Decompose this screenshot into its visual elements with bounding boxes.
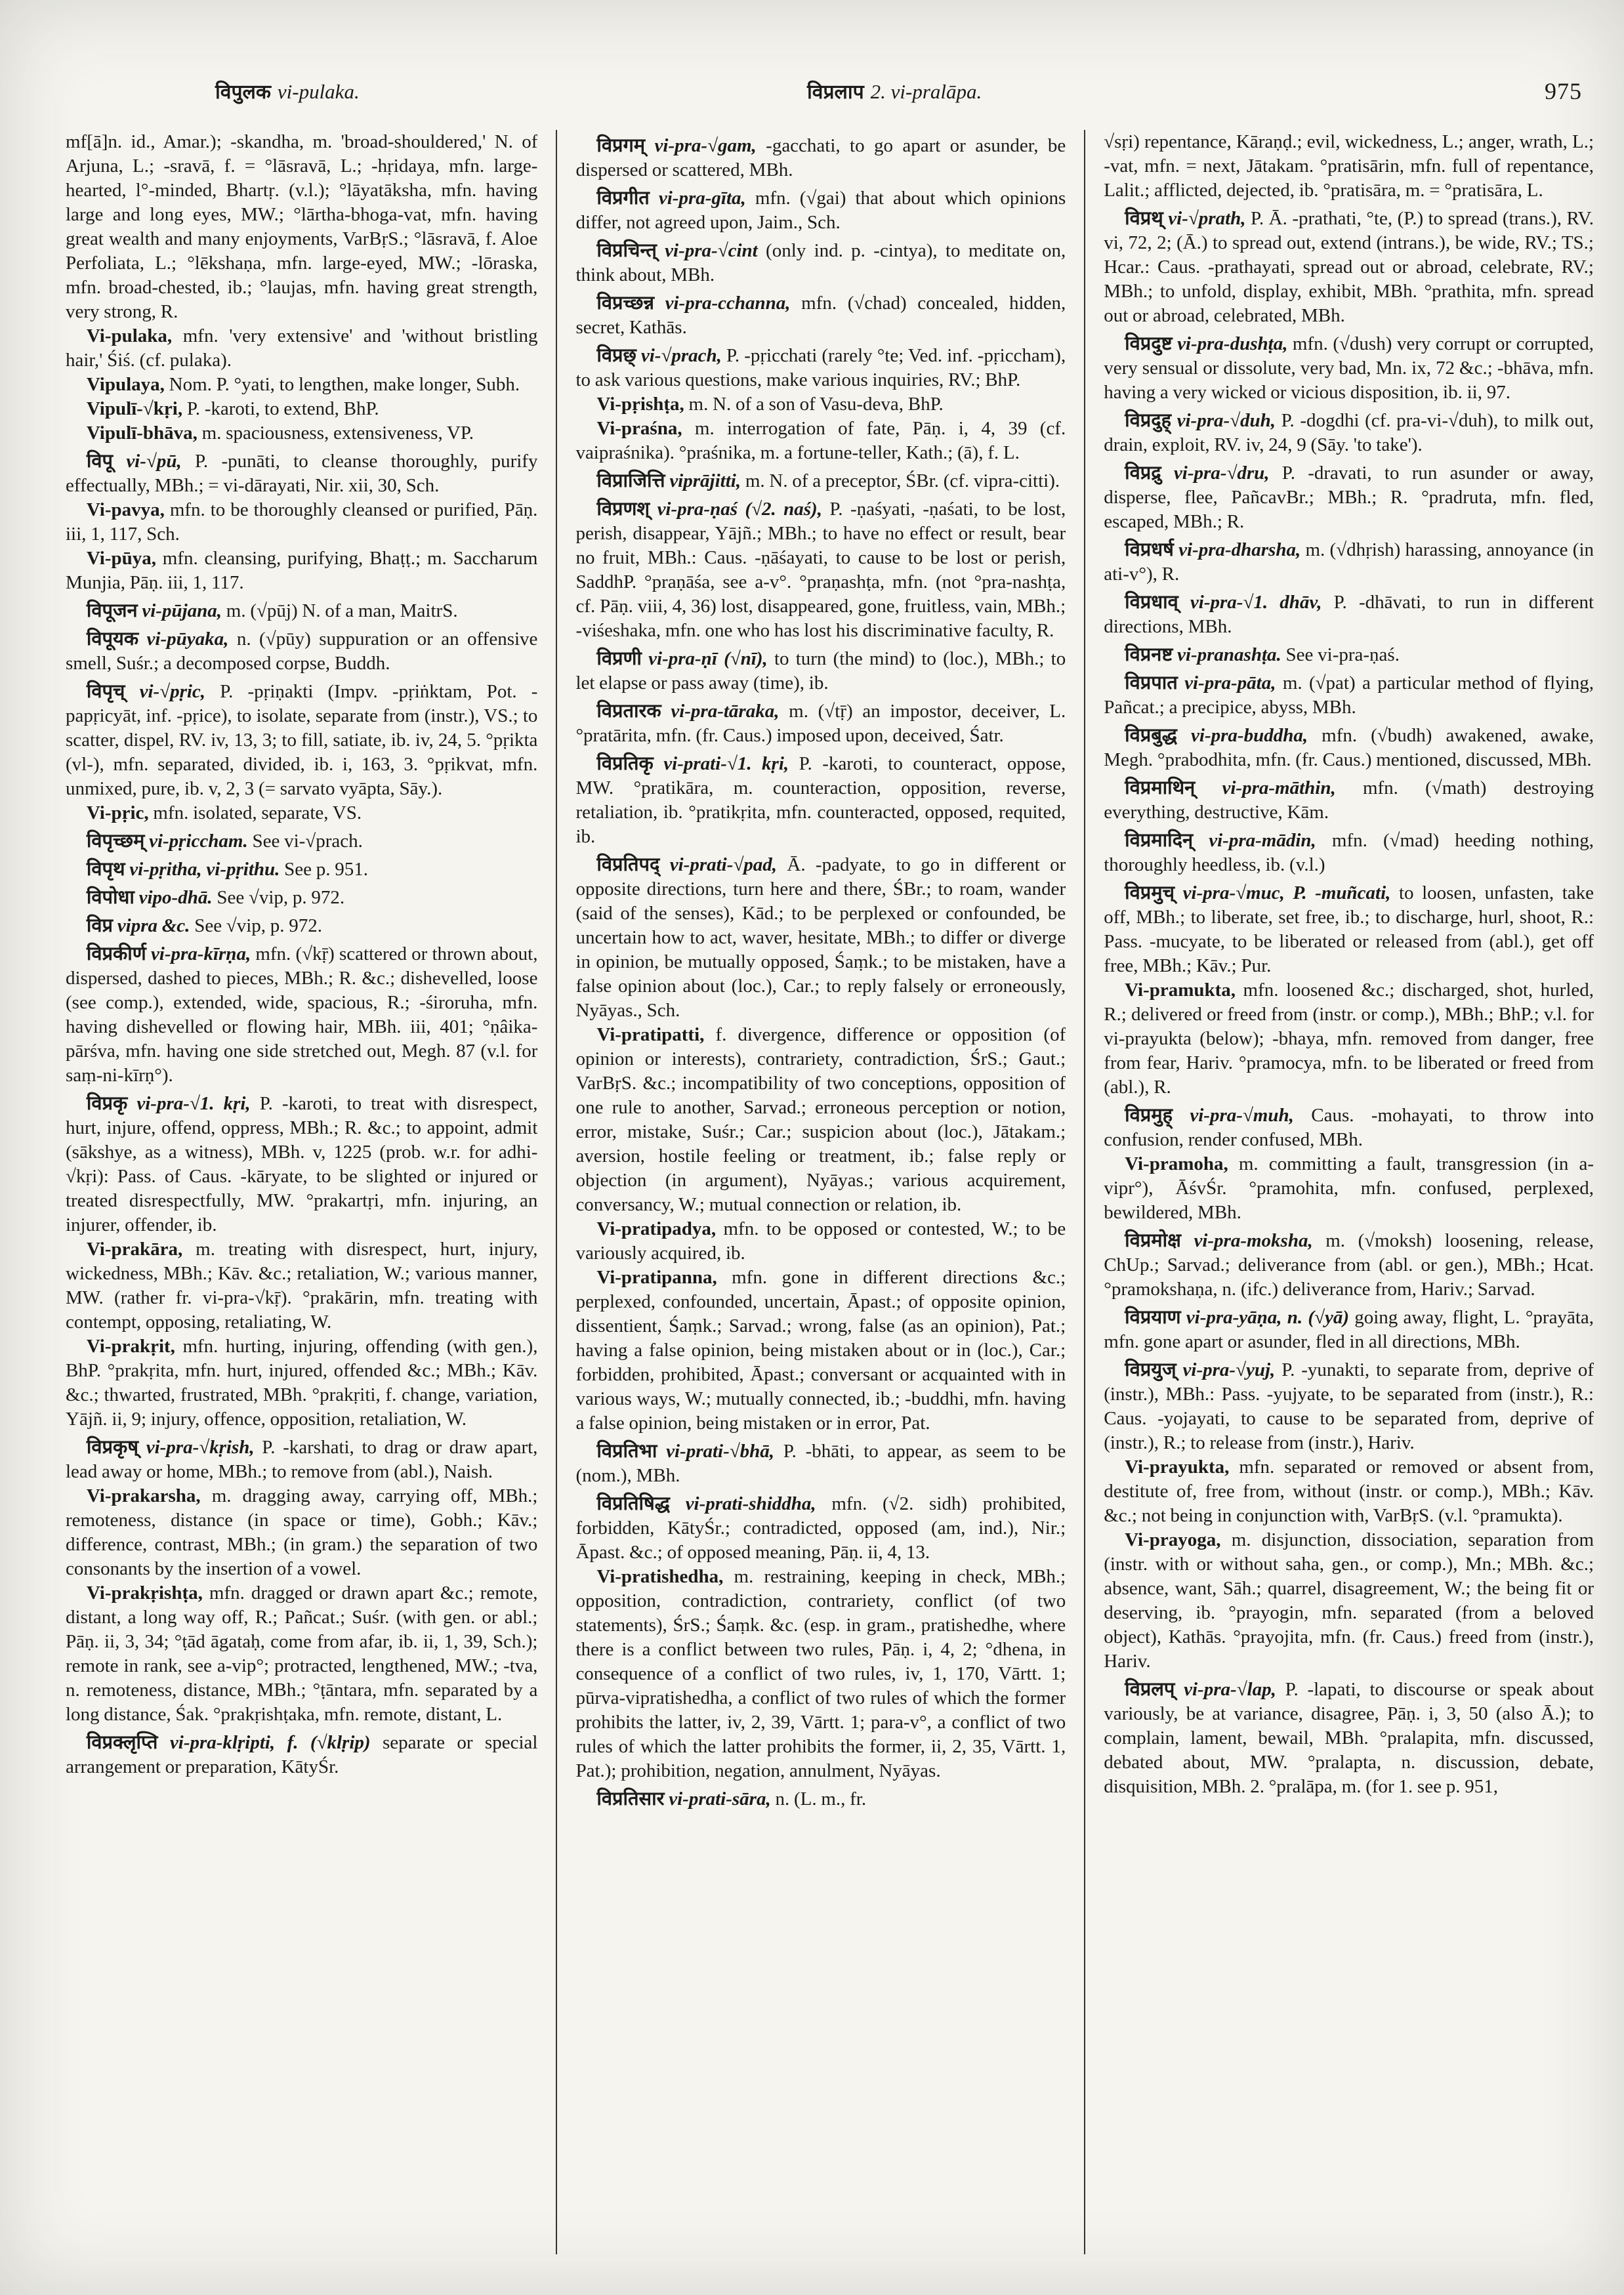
entry-definition-text: See √vip, p. 972. bbox=[217, 887, 345, 908]
dictionary-entry bbox=[575, 291, 1066, 340]
running-head bbox=[66, 77, 1594, 112]
text-columns bbox=[66, 130, 1594, 2254]
entry-definition-text: m. N. of a preceptor, ŚBr. (cf. vipra-citti). bbox=[745, 470, 1060, 491]
dictionary-entry bbox=[1104, 1228, 1594, 1302]
dictionary-entry bbox=[66, 679, 537, 801]
dictionary-entry bbox=[575, 1787, 1066, 1811]
entry-definition-text: P. -karoti, to extend, BhP. bbox=[186, 398, 379, 419]
entry-definition-text: See √vip, p. 972. bbox=[194, 915, 323, 936]
entry-definition-text: P. -dravati, to run asunder or away, disperse, flee, PañcavBr.; MBh.; R. °pradruta, mfn. fled, escaped, MBh.; R. bbox=[1104, 463, 1594, 532]
headword-transliteration: vi-pra-√1. dhāv, bbox=[1190, 592, 1322, 613]
entry-definition-text: mfn. (√budh) awakened, awake, Megh. °prabodhita, mfn. (fr. Caus.) mentioned, discussed, MBh. bbox=[1104, 725, 1594, 770]
entry-definition-text: m. N. of a son of Vasu-deva, BhP. bbox=[688, 394, 944, 415]
subentry-headword: Vi-prayukta, bbox=[1125, 1457, 1230, 1478]
dictionary-entry bbox=[66, 598, 537, 623]
headword-transliteration: vi-pūjana, bbox=[142, 600, 222, 621]
entry-definition-text: mfn. (√2. sidh) prohibited, forbidden, KātyŚr.; contradicted, opposed (am, ind.), Nir.; Āpast. &c.; of opposed meaning, Pāṇ. ii, 4, 13. bbox=[575, 1493, 1066, 1563]
dictionary-entry bbox=[66, 1730, 537, 1779]
column-1 bbox=[66, 130, 537, 2254]
headword-transliteration: vi-pra-kīrṇa, bbox=[150, 943, 251, 964]
dictionary-entry bbox=[1104, 723, 1594, 772]
entry-definition-text: m. committing a fault, transgression (in a-vipr°), ĀśvŚr. °pramohita, mfn. confused, perplexed, bewildered, MBh. bbox=[1104, 1153, 1594, 1223]
subentry-headword: Vi-prakṛishṭa, bbox=[86, 1582, 203, 1603]
dictionary-entry bbox=[1104, 206, 1594, 328]
headword-devanagari-text: विप्रकृष् bbox=[86, 1436, 139, 1458]
dictionary-entry bbox=[575, 392, 1066, 417]
dictionary-entry bbox=[1104, 1103, 1594, 1152]
headword-devanagari-text: विप्र bbox=[86, 914, 114, 936]
headword-devanagari-text: विप्रयुज् bbox=[1125, 1358, 1176, 1380]
headword-transliteration: vi-pra-gīta, bbox=[658, 188, 746, 209]
dictionary-entry bbox=[575, 497, 1066, 643]
subentry-headword: Vi-pulaka, bbox=[86, 325, 173, 346]
entry-definition-text: m. restraining, keeping in check, MBh.; opposition, contradiction, contrariety, conflict (of two statements), ŚrS.; Śaṃk. &c. (esp. in gram., pratishedhe, where there is a conflict between two rules, Pāṇ. i, 4, 2; °dhena, in consequence of a conflict of two rules, iv, 1, 170, Vārtt. 1; pūrva-vipratishedha, a conflict of two rules of which the former prohibits the latter, iv, 2, 39, Vārtt. 1; para-v°, a conflict of two rules of which the latter prohibits the former, ii, 2, 35, Vārtt. 1, Pat.); prohibition, negation, annulment, Nyāyas. bbox=[575, 1566, 1066, 1781]
entry-definition-text: P. Ā. -prathati, °te, (P.) to spread (trans.), RV. vi, 72, 2; (Ā.) to spread out, extend (intrans.), be wide, RV.; TS.; Hcar.: Caus. -prathayati, spread out or abroad, celebrate, RV.; MBh.; to unfold, display, exhibit, MBh. °prathita, mfn. spread out or abroad, celebrated, MBh. bbox=[1104, 208, 1594, 326]
headword-transliteration: vi-prati-sāra, bbox=[669, 1788, 771, 1809]
page-number: 975 bbox=[1545, 78, 1582, 104]
headword-devanagari-text: विप्रमाथिन् bbox=[1125, 776, 1196, 798]
dictionary-entry bbox=[66, 324, 537, 373]
entry-definition-text: (only ind. p. -cintya), to meditate on, think about, MBh. bbox=[575, 240, 1066, 285]
entry-definition-text: m. (√dhṛish) harassing, annoyance (in ati-v°), R. bbox=[1104, 539, 1594, 585]
dictionary-entry bbox=[1104, 331, 1594, 405]
headword-devanagari-text: विप्रमोक्ष bbox=[1125, 1229, 1181, 1251]
headword-devanagari-text: विप्रतिभा bbox=[596, 1439, 657, 1462]
headword-transliteration: vi-prati-√bhā, bbox=[666, 1441, 775, 1462]
entry-definition-text: m. disjunction, dissociation, separation from (instr. with or without saha, gen., or comp.), Mn.; MBh. &c.; absence, want, Sāh.; quarrel, disagreement, W.; the being fit or deserving, ib. °prayogin, mfn. separated (from a beloved object), Kathās. °prayojita, mfn. (fr. Caus.) freed from (instr.), Hariv. bbox=[1104, 1529, 1594, 1672]
headword-devanagari-text: विप्रणश् bbox=[596, 497, 650, 520]
headword-transliteration: vi-pra-moksha, bbox=[1194, 1230, 1313, 1251]
headword-devanagari-text: विप्रयाण bbox=[1125, 1306, 1181, 1328]
dictionary-entry bbox=[66, 498, 537, 547]
headword-transliteration: vi-pra-√dru, bbox=[1173, 463, 1270, 484]
dictionary-entry bbox=[1104, 775, 1594, 825]
entry-definition-text: going away, flight, L. °prayāta, mfn. gone apart or asunder, fled in all directions, MBh. bbox=[1104, 1307, 1594, 1352]
headword-devanagari-text: विप्राजित्ति bbox=[596, 469, 665, 491]
entry-definition-text: P. -ṇaśyati, -ṇaśati, to be lost, perish, disappear, Yājñ.; MBh.; to have no effect or result, bear no fruit, MBh.: Caus. -ṇāśayati, to cause to be lost or perish, SaddhP. °praṇāśa, see a-v°. °praṇashṭa, mfn. (not °pra-nashṭa, cf. Pāṇ. viii, 4, 36) lost, disappeared, gone, fruitless, vain, MBh.; -viśeshaka, mfn. one who has lost his discriminative faculty, R. bbox=[575, 499, 1066, 641]
headword-transliteration: vi-pra-dharsha, bbox=[1178, 539, 1301, 560]
dictionary-entry bbox=[66, 449, 537, 498]
dictionary-entry bbox=[575, 468, 1066, 493]
entry-definition-text: f. divergence, difference or opposition (of opinion or interests), contrariety, contradiction, ŚrS.; Gaut.; VarBṛS. &c.; incompatibility of two conceptions, opposition of one rule to another, Sarvad.; erroneous perception or notion, error, mistake, Suśr.; Car.; suspicion about (loc.), Jātakam.; aversion, hostile feeling or treatment, ib.; false reply or objection (in argument), Nyāyas.; various acquirement, conversancy, W.; mutual connection or relation, ib. bbox=[575, 1024, 1066, 1215]
headword-transliteration: vi-√pṛic, bbox=[139, 681, 206, 702]
entry-definition-text: P. -dogdhi (cf. pra-vi-√duh), to milk out, drain, exploit, RV. iv, 24, 9 (Sāy. 'to take'). bbox=[1104, 410, 1594, 455]
dictionary-entry bbox=[575, 751, 1066, 849]
dictionary-entry bbox=[66, 829, 537, 854]
entry-definition-text: mfn. (√chad) concealed, hidden, secret, Kathās. bbox=[575, 293, 1066, 338]
entry-definition-text: P. -karshati, to drag or draw apart, lead away or home, MBh.; to remove from (abl.), Naish. bbox=[66, 1437, 538, 1482]
entry-definition-text: √sṛi) repentance, Kāraṇḍ.; evil, wickedness, L.; anger, wrath, L.; -vat, mfn. = next, Jātakam. °pratisārin, mfn. full of repentance, Lalit.; afflicted, dejected, ib. °pratisāra, m. = °pratisāra, L. bbox=[1104, 131, 1594, 201]
dictionary-entry bbox=[1104, 1677, 1594, 1799]
headword-devanagari-text: विप्रतिषिद्ध bbox=[596, 1492, 670, 1514]
entry-definition-text: m. (√pūj) N. of a man, MaitrS. bbox=[226, 600, 458, 621]
dictionary-entry bbox=[575, 699, 1066, 748]
entry-definition-text: n. (√pūy) suppuration or an offensive smell, Suśr.; a decomposed corpse, Buddh. bbox=[66, 629, 538, 674]
dictionary-entry bbox=[575, 343, 1066, 392]
headword-transliteration: vi-pra-√muc, P. -muñcati, bbox=[1182, 882, 1391, 903]
dictionary-entry bbox=[66, 130, 537, 324]
headword-transliteration: vi-pra-√cint bbox=[665, 240, 758, 261]
dictionary-entry bbox=[1104, 408, 1594, 457]
dictionary-entry bbox=[66, 1435, 537, 1484]
headword-devanagari-text: विपोधा bbox=[86, 886, 135, 908]
headword-transliteration: vi-prati-√pad, bbox=[669, 854, 778, 875]
entry-definition-text: m. (√pat) a particular method of flying, Pañcat.; a precipice, abyss, MBh. bbox=[1104, 672, 1594, 718]
dictionary-entry bbox=[66, 397, 537, 421]
entry-definition-text: See vi-√prach. bbox=[252, 831, 363, 852]
dictionary-entry bbox=[575, 1439, 1066, 1488]
dictionary-entry bbox=[66, 547, 537, 595]
entry-definition-text: Nom. P. °yati, to lengthen, make longer, Subh. bbox=[169, 374, 520, 395]
headword-devanagari-text: विपूयक bbox=[86, 627, 139, 650]
dictionary-entry bbox=[575, 852, 1066, 1023]
dictionary-entry bbox=[66, 913, 537, 938]
headword-devanagari-text: विप्रमुच् bbox=[1125, 881, 1175, 903]
entry-definition-text: mfn. (√gai) that about which opinions differ, not agreed upon, Jaim., Sch. bbox=[575, 188, 1066, 233]
dictionary-entry bbox=[66, 1484, 537, 1581]
subentry-headword: Vi-pratishedha, bbox=[596, 1566, 724, 1587]
headword-transliteration: vi-pra-√yuj, bbox=[1182, 1359, 1276, 1380]
entry-definition-text: mfn. to be thoroughly cleansed or purified, Pāṇ. iii, 1, 117, Sch. bbox=[66, 499, 538, 545]
headword-devanagari-text: विप्रणी bbox=[596, 647, 642, 669]
entry-definition-text: mfn. (√kṝ) scattered or thrown about, dispersed, dashed to pieces, MBh.; R. &c.; dishevelled, loose (see comp.), extended, wide, spacious, R.; -śiroruha, mfn. having dishevelled or flowing hair, MBh. iii, 401; °ṇâika-pārśva, mfn. having one side stretched out, Megh. 87 (v.l. for saṃ-ni-kīrṇ°). bbox=[66, 943, 538, 1086]
headword-transliteration: vi-√pū, bbox=[126, 451, 182, 472]
entry-definition-text: P. -pṛicchati (rarely °te; Ved. inf. -pṛiccham), to ask various questions, make various inquiries, RV.; BhP. bbox=[575, 345, 1066, 390]
dictionary-entry bbox=[66, 627, 537, 676]
entry-definition-text: P. -dhāvati, to run in different directions, MBh. bbox=[1104, 592, 1594, 637]
dictionary-entry bbox=[66, 421, 537, 445]
dictionary-entry bbox=[66, 885, 537, 910]
headword-transliteration: vipo-dhā. bbox=[138, 887, 213, 908]
headword-transliteration: vi-pra-ṇaś (√2. naś), bbox=[657, 499, 822, 520]
dictionary-entry bbox=[1104, 1455, 1594, 1528]
dictionary-entry bbox=[66, 941, 537, 1088]
headword-transliteration: vi-pra-māthin, bbox=[1222, 777, 1336, 798]
dictionary-entry bbox=[1104, 671, 1594, 720]
headword-devanagari-text: विप्रदुह् bbox=[1125, 409, 1172, 431]
entry-definition-text: P. -lapati, to discourse or speak about variously, be at variance, disagree, Pāṇ. i, 3, 50 (also Ā.); to complain, lament, bewail, MBh. °pralapita, mfn. discussed, debated about, MW. °pralapta, n. discussion, debate, disquisition, MBh. 2. °pralāpa, m. (for 1. see p. 951, bbox=[1104, 1679, 1594, 1797]
subentry-headword: Vi-pratipadya, bbox=[596, 1218, 717, 1239]
dictionary-entry bbox=[1104, 1152, 1594, 1225]
entry-definition-text: mfn. (√math) destroying everything, destructive, Kām. bbox=[1104, 777, 1594, 823]
subentry-headword: Vi-pratipatti, bbox=[596, 1024, 705, 1045]
entry-definition-text: to turn (the mind) to (loc.), MBh.; to let elapse or pass away (time), ib. bbox=[575, 648, 1066, 693]
entry-definition-text: P. -karoti, to treat with disrespect, hurt, injure, offend, oppress, MBh.; R. &c.; to appoint, admit (sākshye, as a witness), MBh. v, 1225 (prob. w.r. for adhi-√kṛi): Pass. of Caus. -kāryate, to be slighted or injured or treated disrespectfully, MW. °prakartṛi, mfn. injuring, an injurer, offender, ib. bbox=[66, 1093, 538, 1235]
subentry-headword: Vi-pṛic, bbox=[86, 802, 149, 823]
dictionary-entry bbox=[1104, 1305, 1594, 1354]
headword-devanagari-text: विप्रबुद्ध bbox=[1125, 724, 1177, 746]
dictionary-entry bbox=[575, 1565, 1066, 1783]
entry-definition-text: Ā. -padyate, to go in different or opposite directions, turn here and there, ŚBr.; to roam, wander (said of the senses), Kād.; to be perplexed or confounded, be uncertain how to act, waver, hesitate, MBh.; to differ or diverge in opinion, be mutually opposed, Śaṃk.; to be mistaken, have a false opinion about (loc.), Car.; to reply falsely or erroneously, Nyāyas., Sch. bbox=[575, 854, 1066, 1021]
headword-devanagari-text: विप्रगम् bbox=[596, 134, 646, 156]
headword-transliteration: vi-pūyaka, bbox=[146, 629, 229, 650]
headword-transliteration: vi-pra-klṛipti, f. (√klṛip) bbox=[169, 1732, 371, 1753]
headword-devanagari-text: विप्रगीत bbox=[596, 186, 650, 209]
headword-transliteration: vi-pra-√kṛish, bbox=[146, 1437, 255, 1458]
headword-devanagari-text: विप्रक्लृप्ति bbox=[86, 1731, 158, 1753]
dictionary-entry bbox=[1104, 1528, 1594, 1674]
headword-devanagari-text: विपूजन bbox=[86, 599, 138, 621]
dictionary-entry bbox=[575, 1023, 1066, 1217]
dictionary-entry bbox=[575, 1491, 1066, 1565]
entry-definition-text: separate or special arrangement or preparation, KātyŚr. bbox=[66, 1732, 538, 1777]
entry-definition-text: -gacchati, to go apart or asunder, be dispersed or scattered, MBh. bbox=[575, 135, 1066, 180]
entry-definition-text: P. -yunakti, to separate from, deprive of (instr.), MBh.: Pass. -yujyate, to be separated from (instr.), R.: Caus. -yojayati, to cause to be separated from, deprive of (instr.), R.; to release from (instr.), Hariv. bbox=[1104, 1359, 1594, 1453]
dictionary-entry bbox=[1104, 537, 1594, 587]
headword-devanagari-text: विप्रदुष्ट bbox=[1125, 332, 1173, 354]
dictionary-entry bbox=[1104, 461, 1594, 534]
headword-devanagari-text: विप्रद्रु bbox=[1125, 461, 1161, 484]
entry-definition-text: P. -pṛiṇakti (Impv. -pṛiṅktam, Pot. -papṛicyāt, inf. -pṛice), to isolate, separate from (instr.), VS.; to scatter, dispel, RV. iv, 13, 3; to fill, satiate, ib. iv, 24, 5. °pṛikta (vl-), mfn. separated, divided, ib. i, 163, 3. °pṛikvat, mfn. unmixed, pure, ib. v, 2, 3 (= sarvato vyāpta, Sāy.). bbox=[66, 681, 538, 799]
headword-transliteration: vi-pra-√lap, bbox=[1184, 1679, 1276, 1700]
entry-definition-text: mfn. (√mad) heeding nothing, thoroughly heedless, ib. (v.l.) bbox=[1104, 830, 1594, 875]
dictionary-entry bbox=[66, 373, 537, 397]
headword-transliteration: vi-prati-√1. kṛi, bbox=[663, 753, 789, 774]
running-head-center-devanagari: विप्रलाप bbox=[807, 81, 864, 104]
subentry-headword: Vi-prayoga, bbox=[1125, 1529, 1221, 1550]
dictionary-entry bbox=[575, 186, 1066, 235]
headword-transliteration: vi-prati-shiddha, bbox=[685, 1493, 816, 1514]
entry-definition-text: mfn. (√dush) very corrupt or corrupted, very sensual or dissolute, very bad, Mn. ix, 72 &c.; -bhāva, mfn. having a very wicked or vicious disposition, ib. ii, 97. bbox=[1104, 333, 1594, 403]
headword-devanagari-text: विप्रकीर्ण bbox=[86, 942, 146, 964]
headword-devanagari-text: विप्रकृ bbox=[86, 1092, 128, 1114]
dictionary-entry bbox=[1104, 880, 1594, 978]
entry-definition-text: P. -karoti, to counteract, oppose, MW. °pratikāra, m. counteraction, opposition, reverse, retaliation, ib. °pratikṛita, mfn. counteracted, opposed, requited, ib. bbox=[575, 753, 1066, 847]
headword-transliteration: vi-pra-√1. kṛi, bbox=[136, 1093, 251, 1114]
headword-transliteration: vi-pra-√muh, bbox=[1190, 1105, 1294, 1126]
entry-definition-text: m. (√tṝ) an impostor, deceiver, L. °pratārita, mfn. (fr. Caus.) imposed upon, deceived, Śatr. bbox=[575, 701, 1066, 746]
dictionary-entry bbox=[1104, 642, 1594, 667]
headword-devanagari-text: विप्रतिपद् bbox=[596, 853, 660, 875]
headword-transliteration: vi-pṛiccham. bbox=[149, 831, 248, 852]
headword-devanagari-text: विप्रतिकृ bbox=[596, 752, 654, 774]
entry-definition-text: mfn. to be opposed or contested, W.; to be variously acquired, ib. bbox=[575, 1218, 1066, 1264]
dictionary-entry bbox=[575, 1217, 1066, 1266]
headword-devanagari-text: विप्रमुह् bbox=[1125, 1104, 1173, 1126]
entry-definition-text: mf[ā]n. id., Amar.); -skandha, m. 'broad-shouldered,' N. of Arjuna, L.; -sravā, f. = °lāsravā, L.; -hṛidaya, mfn. large-hearted, l°-minded, Bhartṛ. (v.l.); °lāyatāksha, mfn. having large and long eyes, MW.; °lārtha-bhoga-vat, mfn. having great wealth and many enjoyments, VarBṛS.; °lāsravā, f. Aloe Perfoliata, L.; °lēkshaṇa, mfn. large-eyed, MW.; -lōraska, mfn. broad-chested, ib.; °laujas, mfn. having great strength, very strong, R. bbox=[66, 131, 538, 322]
entry-definition-text: See vi-pra-ṇaś. bbox=[1285, 644, 1400, 665]
headword-transliteration: viprājitti, bbox=[669, 470, 741, 491]
headword-devanagari-text: विप्रथ् bbox=[1125, 207, 1163, 229]
entry-definition-text: mfn. loosened &c.; discharged, shot, hurled, R.; delivered or freed from (instr. or comp.), MBh.; BhP.; v.l. for vi-prayukta (below); -bhaya, mfn. removed from danger, free from fear, Hariv. °pramocya, mfn. to be liberated or freed from (abl.), R. bbox=[1104, 980, 1594, 1098]
entry-definition-text: m. interrogation of fate, Pāṇ. i, 4, 39 (cf. vaipraśnika). °praśnika, m. a fortune-teller, Kath.; (ā), f. L. bbox=[575, 418, 1066, 463]
headword-devanagari-text: विप्रधर्ष bbox=[1125, 538, 1174, 560]
subentry-headword: Vi-prakṛit, bbox=[86, 1336, 175, 1357]
dictionary-entry bbox=[66, 857, 537, 882]
headword-devanagari-text: विपृथ bbox=[86, 858, 125, 880]
running-head-left bbox=[215, 77, 360, 104]
entry-definition-text: mfn. hurting, injuring, offending (with gen.), BhP. °prakṛita, mfn. hurt, injured, offended &c.; MBh.; Kāv. &c.; thwarted, frustrated, MBh. °prakṛiti, f. change, variation, Yājñ. ii, 9; injury, offence, opposition, retaliation, W. bbox=[66, 1336, 538, 1430]
headword-transliteration: vi-pra-pāta, bbox=[1184, 672, 1276, 693]
headword-devanagari-text: विप्रच्छन्न bbox=[596, 291, 654, 314]
entry-definition-text: n. (L. m., fr. bbox=[775, 1788, 867, 1809]
subentry-headword: Vipulaya, bbox=[86, 374, 165, 395]
headword-transliteration: vi-pra-dushṭa, bbox=[1177, 333, 1288, 354]
column-2 bbox=[556, 130, 1066, 2254]
headword-devanagari-text: विपू bbox=[86, 449, 113, 472]
headword-transliteration: vi-pra-buddha, bbox=[1191, 725, 1308, 746]
headword-transliteration: vi-pra-√gam, bbox=[654, 135, 757, 156]
headword-devanagari-text: विप्रछ् bbox=[596, 344, 636, 366]
headword-transliteration: vi-pra-ṇī (√nī), bbox=[648, 648, 768, 669]
headword-transliteration: vi-pra-tāraka, bbox=[671, 701, 780, 722]
entry-definition-text: mfn. 'very extensive' and 'without bristling hair,' Śiś. (cf. pulaka). bbox=[66, 325, 538, 371]
entry-definition-text: m. (√moksh) loosening, release, ChUp.; Sarvad.; deliverance from (abl. or gen.), MBh.; Hcat. °pramokshaṇa, n. (ifc.) deliverance from, Hariv.; Sarvad. bbox=[1104, 1230, 1594, 1300]
headword-transliteration: vi-pra-cchanna, bbox=[665, 293, 791, 314]
headword-devanagari-text: विप्रमादिन् bbox=[1125, 829, 1194, 851]
dictionary-entry bbox=[1104, 130, 1594, 203]
dictionary-entry bbox=[66, 1334, 537, 1432]
headword-devanagari-text: विप्रलप् bbox=[1125, 1678, 1175, 1700]
column-3 bbox=[1084, 130, 1594, 2254]
dictionary-entry bbox=[66, 1237, 537, 1334]
dictionary-entry bbox=[575, 646, 1066, 695]
subentry-headword: Vipulī-√kṛi, bbox=[86, 398, 183, 419]
subentry-headword: Vi-pavya, bbox=[86, 499, 165, 520]
dictionary-entry bbox=[1104, 978, 1594, 1100]
subentry-headword: Vi-pramoha, bbox=[1125, 1153, 1228, 1174]
entry-definition-text: Caus. -mohayati, to throw into confusion, render confused, MBh. bbox=[1104, 1105, 1594, 1150]
subentry-headword: Vi-prakāra, bbox=[86, 1239, 183, 1260]
headword-transliteration: vi-√prath, bbox=[1168, 208, 1246, 229]
headword-devanagari-text: विपृच्छम् bbox=[86, 829, 145, 852]
entry-definition-text: m. spaciousness, extensiveness, VP. bbox=[201, 423, 474, 444]
subentry-headword: Vi-pratipanna, bbox=[596, 1267, 717, 1288]
subentry-headword: Vi-pramukta, bbox=[1125, 980, 1236, 1001]
headword-transliteration: vi-pra-yāṇa, n. (√yā) bbox=[1186, 1307, 1350, 1328]
entry-definition-text: to loosen, unfasten, take off, MBh.; to liberate, set free, ib.; to discharge, hurl, shoot, R.: Pass. -mucyate, to be liberated or released from (abl.), get off free, MBh.; Kāv.; Pur. bbox=[1104, 882, 1594, 976]
entry-definition-text: m. dragging away, carrying off, MBh.; remoteness, distance (in space or time), Gobh.; Kāv.; difference, contrast, MBh.; (in gram.) the separation of two consonants by the insertion of a vowel. bbox=[66, 1485, 538, 1579]
headword-devanagari-text: विपृच् bbox=[86, 680, 125, 702]
headword-devanagari-text: विप्रधाव् bbox=[1125, 590, 1178, 613]
entry-definition-text: See p. 951. bbox=[284, 859, 369, 880]
dictionary-entry bbox=[1104, 1357, 1594, 1455]
headword-devanagari-text: विप्रचिन्त् bbox=[596, 239, 657, 261]
headword-transliteration: vi-pra-√duh, bbox=[1176, 410, 1276, 431]
running-head-center bbox=[807, 77, 982, 104]
entry-definition-text: mfn. gone in different directions &c.; perplexed, confounded, uncertain, Āpast.; of opposite opinion, dissentient, Śaṃk.; Sarvad.; wrong, false (as an opinion), Pat.; having a false opinion, being mistaken about or in (loc.), Car.; forbidden, prohibited, Āpast.; conversant or acquainted with in various ways, W.; mutually connected, ib.; -buddhi, mfn. having a false opinion, being mistaken or in error, Pat. bbox=[575, 1267, 1066, 1434]
dictionary-entry bbox=[66, 801, 537, 825]
subentry-headword: Vi-prakarsha, bbox=[86, 1485, 201, 1506]
headword-devanagari-text: विप्रनष्ट bbox=[1125, 643, 1173, 665]
subentry-headword: Vi-pṛishṭa, bbox=[596, 394, 684, 415]
subentry-headword: Vi-praśna, bbox=[596, 418, 682, 439]
headword-devanagari-text: विप्रतारक bbox=[596, 699, 661, 722]
subentry-headword: Vi-pūya, bbox=[86, 548, 156, 569]
headword-transliteration: vi-pra-mādin, bbox=[1209, 830, 1316, 851]
headword-transliteration: vi-√prach, bbox=[640, 345, 722, 366]
headword-transliteration: vi-pranashṭa. bbox=[1177, 644, 1281, 665]
entry-definition-text: mfn. isolated, separate, VS. bbox=[153, 802, 362, 823]
entry-definition-text: mfn. cleansing, purifying, Bhaṭṭ.; m. Saccharum Munjia, Pāṇ. iii, 1, 117. bbox=[66, 548, 538, 593]
dictionary-entry bbox=[1104, 828, 1594, 877]
dictionary-entry bbox=[575, 238, 1066, 287]
headword-transliteration: vipra &c. bbox=[117, 915, 190, 936]
subentry-headword: Vipulī-bhāva, bbox=[86, 423, 198, 444]
headword-devanagari-text: विप्रतिसार bbox=[596, 1787, 665, 1809]
entry-definition-text: m. treating with disrespect, hurt, injury, wickedness, MBh.; Kāv. &c.; retaliation, W.; various manner, MW. (rather fr. vi-pra-√kṝ). °prakārin, mfn. treating with contempt, opposing, retaliating, W. bbox=[66, 1239, 538, 1333]
headword-devanagari-text: विप्रपात bbox=[1125, 671, 1178, 693]
headword-transliteration: vi-pṛitha, vi-pṛithu. bbox=[129, 859, 280, 880]
dictionary-entry bbox=[575, 417, 1066, 465]
entry-definition-text: mfn. separated or removed or absent from, destitute of, free from, without (instr. or comp.), MBh.; Kāv. &c.; not being in conjunction with, VarBṛS. (v.l. °pramukta). bbox=[1104, 1457, 1594, 1526]
dictionary-entry bbox=[1104, 590, 1594, 639]
running-head-left-roman: vi-pulaka. bbox=[277, 80, 360, 103]
entry-definition-text: mfn. dragged or drawn apart &c.; remote, distant, a long way off, R.; Pañcat.; Suśr. (with gen. or abl.; Pāṇ. ii, 3, 34; °ṭād āgataḥ, come from afar, ib. ii, 1, 39, Sch.); remote in rank, see a-vip°; protracted, lengthened, MW.; -tva, n. remoteness, distance, MBh.; °ṭāntara, mfn. separated by a long distance, Śak. °prakṛishṭaka, mfn. remote, distant, L. bbox=[66, 1582, 538, 1725]
entry-definition-text: P. -bhāti, to appear, as seem to be (nom.), MBh. bbox=[575, 1441, 1066, 1486]
dictionary-entry bbox=[575, 133, 1066, 182]
dictionary-entry bbox=[575, 1266, 1066, 1436]
dictionary-entry bbox=[66, 1581, 537, 1727]
running-head-center-roman: 2. vi-pralāpa. bbox=[870, 80, 982, 103]
dictionary-entry bbox=[66, 1091, 537, 1237]
running-head-left-devanagari: विपुलक bbox=[215, 81, 271, 104]
entry-definition-text: P. -punāti, to cleanse thoroughly, purify effectually, MBh.; = vi-dārayati, Nir. xii, 30, Sch. bbox=[66, 451, 538, 496]
